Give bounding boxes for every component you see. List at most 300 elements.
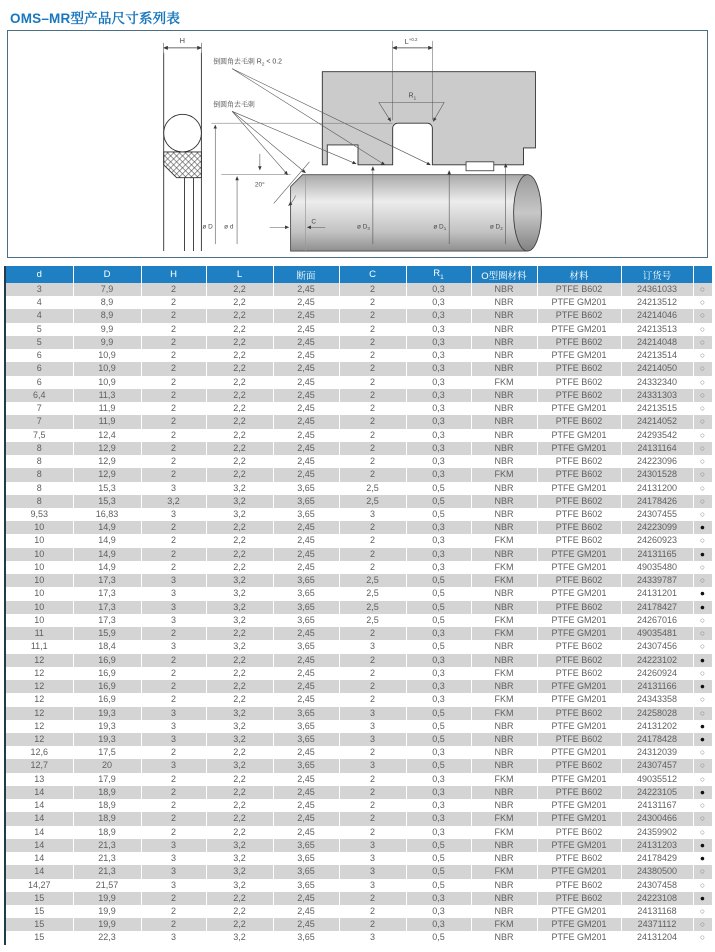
cell-1: 14,9 <box>73 521 141 534</box>
cell-6: 0,3 <box>406 349 471 362</box>
cell-0: 12 <box>5 667 73 680</box>
cell-1: 15,3 <box>73 482 141 495</box>
cell-1: 17,3 <box>73 574 141 587</box>
cell-9: 24343358 <box>621 693 693 706</box>
cell-8: PTFE B602 <box>537 826 621 839</box>
cell-6: 0,3 <box>406 534 471 547</box>
cell-10: ○ <box>693 773 712 786</box>
cell-2: 3 <box>141 601 206 614</box>
dim-dia-d <box>224 177 237 244</box>
cell-7: NBR <box>471 799 537 812</box>
cell-0: 12,7 <box>5 759 73 772</box>
cell-4: 2,45 <box>273 521 339 534</box>
cell-0: 13 <box>5 773 73 786</box>
cell-0: 10 <box>5 534 73 547</box>
cell-5: 2 <box>339 323 406 336</box>
table-row <box>5 468 712 481</box>
cell-8: PTFE GM201 <box>537 627 621 640</box>
cell-10: ● <box>693 720 712 733</box>
cell-1: 19,9 <box>73 905 141 918</box>
cell-1: 8,9 <box>73 296 141 309</box>
column-header-6: $R_1$ <box>406 266 471 283</box>
cell-6: 0,3 <box>406 376 471 389</box>
cell-5: 3 <box>339 865 406 878</box>
cell-6: 0,5 <box>406 759 471 772</box>
cell-2: 3 <box>141 839 206 852</box>
cell-1: 15,9 <box>73 627 141 640</box>
cell-2: 2 <box>141 918 206 931</box>
cell-5: 2 <box>339 402 406 415</box>
cell-3: 2,2 <box>206 746 273 759</box>
cell-6: 0,5 <box>406 879 471 892</box>
cell-8: PTFE GM201 <box>537 402 621 415</box>
cell-0: 14 <box>5 852 73 865</box>
cell-8: PTFE B602 <box>537 283 621 296</box>
cell-8: PTFE GM201 <box>537 587 621 600</box>
cell-3: 2,2 <box>206 389 273 402</box>
cell-3: 3,2 <box>206 707 273 720</box>
cell-7: FKM <box>471 614 537 627</box>
table-row <box>5 442 712 455</box>
cell-8: PTFE B602 <box>537 667 621 680</box>
cell-5: 3 <box>339 852 406 865</box>
cell-4: 3,65 <box>273 707 339 720</box>
cell-1: 16,9 <box>73 680 141 693</box>
cell-6: 0,3 <box>406 548 471 561</box>
cell-3: 2,2 <box>206 468 273 481</box>
cell-1: 21,57 <box>73 879 141 892</box>
cell-10: ○ <box>693 759 712 772</box>
cell-7: NBR <box>471 786 537 799</box>
cell-5: 3 <box>339 733 406 746</box>
cell-6: 0,3 <box>406 455 471 468</box>
cell-2: 3 <box>141 707 206 720</box>
cell-5: 2 <box>339 521 406 534</box>
cell-9: 24131165 <box>621 548 693 561</box>
cell-0: 6,4 <box>5 389 73 402</box>
cell-2: 2 <box>141 905 206 918</box>
cell-8: PTFE B602 <box>537 455 621 468</box>
cell-1: 18,9 <box>73 786 141 799</box>
cell-9: 24178428 <box>621 733 693 746</box>
cell-5: 2 <box>339 667 406 680</box>
cell-3: 3,2 <box>206 879 273 892</box>
cell-7: NBR <box>471 495 537 508</box>
cell-7: NBR <box>471 455 537 468</box>
cell-1: 19,3 <box>73 720 141 733</box>
cell-1: 17,5 <box>73 746 141 759</box>
table-row <box>5 349 712 362</box>
cell-6: 0,3 <box>406 362 471 375</box>
cell-10: ○ <box>693 283 712 296</box>
cell-4: 2,45 <box>273 680 339 693</box>
cell-10: ● <box>693 680 712 693</box>
cell-10: ○ <box>693 812 712 825</box>
table-row <box>5 826 712 839</box>
cell-0: 10 <box>5 574 73 587</box>
cell-8: PTFE B602 <box>537 508 621 521</box>
cell-2: 2 <box>141 323 206 336</box>
cell-10: ○ <box>693 574 712 587</box>
cell-9: 24131168 <box>621 905 693 918</box>
cell-4: 2,45 <box>273 402 339 415</box>
cell-0: 11,1 <box>5 640 73 653</box>
cell-9: 24359902 <box>621 826 693 839</box>
cell-9: 49035481 <box>621 627 693 640</box>
backup-ring-groove <box>466 162 494 171</box>
cell-1: 9,9 <box>73 336 141 349</box>
cell-1: 10,9 <box>73 349 141 362</box>
cell-0: 6 <box>5 362 73 375</box>
cell-1: 19,9 <box>73 918 141 931</box>
table-row <box>5 640 712 653</box>
cell-6: 0,3 <box>406 336 471 349</box>
table-row <box>5 389 712 402</box>
cell-10: ○ <box>693 905 712 918</box>
cell-8: PTFE B602 <box>537 640 621 653</box>
cell-0: 8 <box>5 468 73 481</box>
cell-9: 24213515 <box>621 402 693 415</box>
table-row <box>5 707 712 720</box>
cell-8: PTFE GM201 <box>537 349 621 362</box>
table-row <box>5 773 712 786</box>
cell-1: 17,3 <box>73 614 141 627</box>
cell-8: PTFE GM201 <box>537 773 621 786</box>
table-row <box>5 667 712 680</box>
cell-3: 2,2 <box>206 362 273 375</box>
cell-10: ○ <box>693 627 712 640</box>
cell-2: 3 <box>141 640 206 653</box>
cell-7: NBR <box>471 892 537 905</box>
cell-4: 2,45 <box>273 892 339 905</box>
cell-9: 24307458 <box>621 879 693 892</box>
cell-4: 2,45 <box>273 786 339 799</box>
cell-3: 3,2 <box>206 720 273 733</box>
table-row <box>5 693 712 706</box>
cell-5: 3 <box>339 720 406 733</box>
cell-5: 3 <box>339 640 406 653</box>
cell-4: 3,65 <box>273 614 339 627</box>
cell-6: 0,5 <box>406 587 471 600</box>
cell-5: 2 <box>339 349 406 362</box>
cell-7: NBR <box>471 521 537 534</box>
cell-4: 3,65 <box>273 482 339 495</box>
cell-0: 10 <box>5 587 73 600</box>
cell-3: 2,2 <box>206 283 273 296</box>
table-row <box>5 879 712 892</box>
cell-7: NBR <box>471 548 537 561</box>
table-row <box>5 905 712 918</box>
cell-9: 24131166 <box>621 680 693 693</box>
cell-6: 0,5 <box>406 574 471 587</box>
cell-7: NBR <box>471 309 537 322</box>
cell-0: 14 <box>5 799 73 812</box>
cell-1: 19,9 <box>73 892 141 905</box>
cell-8: PTFE B602 <box>537 415 621 428</box>
svg-text:倒圆角去毛刺 R2 < 0.2: 倒圆角去毛刺 $R_2 < 0.2$ <box>213 58 282 68</box>
cell-7: NBR <box>471 654 537 667</box>
cell-2: 2 <box>141 826 206 839</box>
cell-3: 2,2 <box>206 773 273 786</box>
cell-5: 3 <box>339 931 406 944</box>
cell-4: 3,65 <box>273 865 339 878</box>
cell-0: 6 <box>5 376 73 389</box>
cell-4: 2,45 <box>273 799 339 812</box>
cell-6: 0,3 <box>406 627 471 640</box>
cell-6: 0,5 <box>406 707 471 720</box>
rod-section <box>291 175 542 251</box>
table-row <box>5 482 712 495</box>
cell-6: 0,3 <box>406 693 471 706</box>
cell-3: 2,2 <box>206 905 273 918</box>
column-header-10 <box>693 266 712 283</box>
dim-h <box>164 36 202 55</box>
cell-1: 18,9 <box>73 812 141 825</box>
cell-9: 24178429 <box>621 852 693 865</box>
cell-2: 2 <box>141 296 206 309</box>
cell-3: 2,2 <box>206 693 273 706</box>
table-row <box>5 680 712 693</box>
cell-7: NBR <box>471 680 537 693</box>
cell-6: 0,3 <box>406 468 471 481</box>
cell-5: 2 <box>339 309 406 322</box>
cell-8: PTFE B602 <box>537 707 621 720</box>
cell-2: 2 <box>141 415 206 428</box>
cell-6: 0,3 <box>406 402 471 415</box>
cell-7: NBR <box>471 482 537 495</box>
svg-text:H: H <box>179 35 185 45</box>
cell-2: 2 <box>141 667 206 680</box>
cell-6: 0,3 <box>406 799 471 812</box>
cell-5: 2 <box>339 362 406 375</box>
cell-5: 2 <box>339 455 406 468</box>
cell-4: 3,65 <box>273 508 339 521</box>
cell-8: PTFE B602 <box>537 892 621 905</box>
cell-8: PTFE GM201 <box>537 720 621 733</box>
cell-5: 2,5 <box>339 614 406 627</box>
cell-5: 2 <box>339 548 406 561</box>
cell-5: 3 <box>339 879 406 892</box>
cell-2: 2 <box>141 389 206 402</box>
table-row <box>5 892 712 905</box>
cell-1: 22,3 <box>73 931 141 944</box>
cell-4: 2,45 <box>273 362 339 375</box>
table-row <box>5 812 712 825</box>
cell-1: 21,3 <box>73 839 141 852</box>
cell-10: ● <box>693 733 712 746</box>
cell-9: 24131164 <box>621 442 693 455</box>
cell-3: 2,2 <box>206 654 273 667</box>
cell-6: 0,3 <box>406 746 471 759</box>
cell-0: 11 <box>5 627 73 640</box>
cell-2: 3 <box>141 614 206 627</box>
cell-1: 8,9 <box>73 309 141 322</box>
cell-10: ○ <box>693 309 712 322</box>
cell-7: FKM <box>471 574 537 587</box>
cell-6: 0,3 <box>406 521 471 534</box>
cell-7: NBR <box>471 839 537 852</box>
cell-10: ● <box>693 654 712 667</box>
cell-3: 2,2 <box>206 323 273 336</box>
cell-9: 24214050 <box>621 362 693 375</box>
cell-8: PTFE B602 <box>537 852 621 865</box>
cell-0: 8 <box>5 495 73 508</box>
cell-5: 3 <box>339 759 406 772</box>
cell-3: 2,2 <box>206 442 273 455</box>
cell-7: NBR <box>471 879 537 892</box>
cell-4: 3,65 <box>273 587 339 600</box>
cell-4: 2,45 <box>273 654 339 667</box>
cell-4: 2,45 <box>273 693 339 706</box>
table-row <box>5 561 712 574</box>
cell-6: 0,3 <box>406 786 471 799</box>
cell-7: NBR <box>471 415 537 428</box>
cell-5: 3 <box>339 707 406 720</box>
cell-3: 3,2 <box>206 495 273 508</box>
cell-6: 0,5 <box>406 495 471 508</box>
cell-8: PTFE GM201 <box>537 442 621 455</box>
table-body <box>5 283 712 945</box>
cell-9: 24214046 <box>621 309 693 322</box>
cell-6: 0,5 <box>406 614 471 627</box>
table-row <box>5 415 712 428</box>
cell-9: 24339787 <box>621 574 693 587</box>
cell-1: 14,9 <box>73 534 141 547</box>
table-row <box>5 601 712 614</box>
cell-9: 24223102 <box>621 654 693 667</box>
cell-10: ● <box>693 587 712 600</box>
cell-4: 3,65 <box>273 640 339 653</box>
cell-3: 2,2 <box>206 786 273 799</box>
cell-2: 2 <box>141 283 206 296</box>
cell-8: PTFE B602 <box>537 376 621 389</box>
cell-0: 12,6 <box>5 746 73 759</box>
ptfe-ring-hatched <box>164 152 202 178</box>
cell-4: 2,45 <box>273 548 339 561</box>
cell-5: 2 <box>339 336 406 349</box>
cell-3: 2,2 <box>206 521 273 534</box>
cell-4: 2,45 <box>273 746 339 759</box>
cell-2: 2 <box>141 654 206 667</box>
cell-7: NBR <box>471 442 537 455</box>
cell-8: PTFE B602 <box>537 574 621 587</box>
cell-3: 2,2 <box>206 402 273 415</box>
cell-2: 3 <box>141 852 206 865</box>
size-table <box>4 266 713 945</box>
cell-4: 2,45 <box>273 534 339 547</box>
cell-10: ○ <box>693 561 712 574</box>
cell-8: PTFE GM201 <box>537 548 621 561</box>
svg-text:ø D: ø D <box>202 223 213 231</box>
table-row <box>5 548 712 561</box>
cell-3: 2,2 <box>206 349 273 362</box>
cell-9: 24213514 <box>621 349 693 362</box>
cell-4: 2,45 <box>273 468 339 481</box>
cell-3: 2,2 <box>206 627 273 640</box>
cell-10: ○ <box>693 336 712 349</box>
cell-6: 0,5 <box>406 839 471 852</box>
dim-dia-D <box>202 125 215 244</box>
cell-6: 0,3 <box>406 429 471 442</box>
cell-7: NBR <box>471 402 537 415</box>
cell-6: 0,3 <box>406 812 471 825</box>
cell-5: 2 <box>339 296 406 309</box>
cell-7: NBR <box>471 905 537 918</box>
cell-0: 14 <box>5 786 73 799</box>
cell-4: 2,45 <box>273 336 339 349</box>
cell-0: 7 <box>5 402 73 415</box>
cell-6: 0,3 <box>406 309 471 322</box>
cell-9: 49035512 <box>621 773 693 786</box>
cell-5: 2 <box>339 415 406 428</box>
cell-3: 2,2 <box>206 892 273 905</box>
cell-6: 0,3 <box>406 826 471 839</box>
cell-1: 21,3 <box>73 852 141 865</box>
cell-2: 3 <box>141 759 206 772</box>
cell-2: 3 <box>141 574 206 587</box>
cell-5: 3 <box>339 508 406 521</box>
cell-6: 0,3 <box>406 680 471 693</box>
svg-text:ø D1: ø $D_1$ <box>433 223 447 232</box>
cell-7: NBR <box>471 640 537 653</box>
cell-0: 10 <box>5 561 73 574</box>
cell-10: ○ <box>693 402 712 415</box>
cell-2: 2 <box>141 468 206 481</box>
cell-3: 3,2 <box>206 839 273 852</box>
cell-10: ○ <box>693 495 712 508</box>
cell-6: 0,3 <box>406 654 471 667</box>
cell-0: 6 <box>5 349 73 362</box>
cell-5: 2 <box>339 812 406 825</box>
cell-1: 9,9 <box>73 323 141 336</box>
cell-7: FKM <box>471 627 537 640</box>
cell-4: 2,45 <box>273 376 339 389</box>
cell-9: 24260924 <box>621 667 693 680</box>
cell-5: 2 <box>339 561 406 574</box>
cell-3: 3,2 <box>206 865 273 878</box>
cell-9: 24260923 <box>621 534 693 547</box>
cell-0: 14 <box>5 812 73 825</box>
cell-0: 12 <box>5 733 73 746</box>
cell-4: 2,45 <box>273 309 339 322</box>
cell-9: 49035480 <box>621 561 693 574</box>
cell-2: 2 <box>141 693 206 706</box>
cell-4: 2,45 <box>273 627 339 640</box>
cell-7: NBR <box>471 587 537 600</box>
cell-4: 2,45 <box>273 349 339 362</box>
cell-9: 24214052 <box>621 415 693 428</box>
cell-8: PTFE GM201 <box>537 746 621 759</box>
cell-7: FKM <box>471 826 537 839</box>
cell-5: 2 <box>339 283 406 296</box>
cell-1: 16,9 <box>73 693 141 706</box>
cell-10: ● <box>693 852 712 865</box>
cell-5: 3 <box>339 839 406 852</box>
cell-7: FKM <box>471 534 537 547</box>
cell-4: 2,45 <box>273 389 339 402</box>
cell-10: ○ <box>693 296 712 309</box>
cell-7: NBR <box>471 323 537 336</box>
cell-0: 15 <box>5 905 73 918</box>
cell-10: ● <box>693 839 712 852</box>
column-header-3: L <box>206 266 273 283</box>
cell-0: 4 <box>5 309 73 322</box>
table-row <box>5 759 712 772</box>
svg-text:20°: 20° <box>254 181 265 189</box>
column-header-4: 断面 <box>273 266 339 283</box>
cell-1: 11,9 <box>73 402 141 415</box>
cell-4: 2,45 <box>273 905 339 918</box>
